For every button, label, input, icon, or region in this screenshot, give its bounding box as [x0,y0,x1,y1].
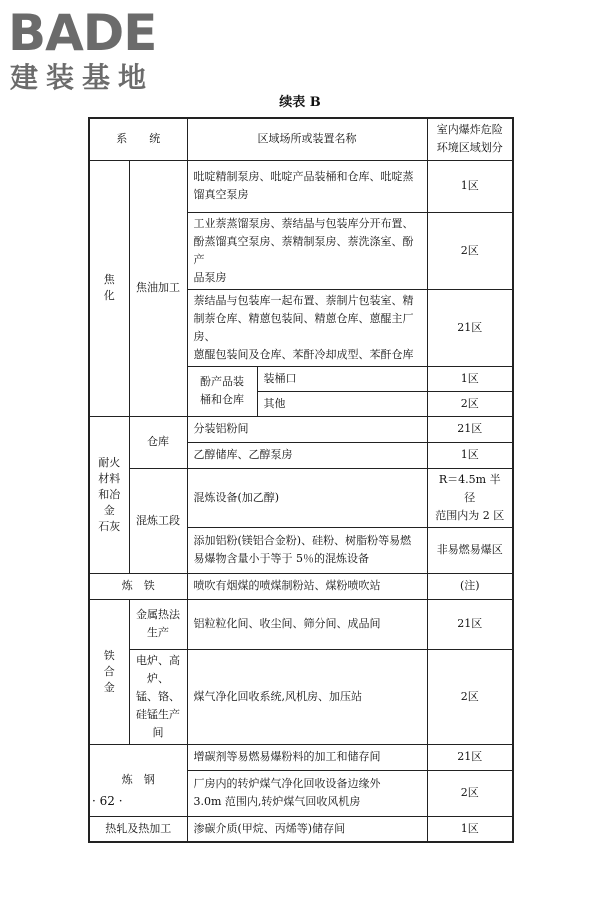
zone-cell: 21区 [427,599,513,649]
zone-cell: 21区 [427,744,513,770]
area-name-cell: 其他 [257,391,427,416]
zone-cell: 2区 [427,770,513,816]
area-name-cell: 吡啶精制泵房、吡啶产品装桶和仓库、吡啶蒸 馏真空泵房 [187,160,427,212]
zone-cell: 1区 [427,442,513,468]
table-row [89,816,513,842]
header-row [89,118,513,160]
table-row [89,160,513,212]
zone-cell: 21区 [427,289,513,366]
header-area-name: 区域场所或装置名称 [187,118,427,160]
area-name-cell: 厂房内的转炉煤气净化回收设备边缘外 3.0m 范围内,转炉煤气回收风机房 [187,770,427,816]
phenol-product-group: 酚产品装 桶和仓库 [187,366,257,416]
area-name-cell: 渗碳介质(甲烷、丙烯等)储存间 [187,816,427,842]
area-name-cell: 喷吹有烟煤的喷煤制粉站、煤粉喷吹站 [187,573,427,599]
subcategory-tar-processing: 焦油加工 [129,160,187,416]
subcategory-warehouse: 仓库 [129,416,187,468]
area-name-cell: 装桶口 [257,366,427,391]
table-row [89,649,513,744]
category-ferroalloy: 铁 合 金 [89,599,129,744]
zone-cell: 1区 [427,160,513,212]
category-refractory: 耐火 材料 和冶金 石灰 [89,416,129,573]
logo-subtitle: 建装基地 [10,61,155,94]
logo-brand: BADE [8,4,157,62]
header-system: 系 统 [89,118,187,160]
subcategory-mixing-section: 混炼工段 [129,468,187,573]
table-title: 续表 B [279,95,321,110]
bade-logo [8,6,183,98]
table-row [89,416,513,442]
table-row [89,599,513,649]
area-name-cell: 铝粒粒化间、收尘间、筛分间、成品间 [187,599,427,649]
zone-cell: 非易燃易爆区 [427,527,513,573]
header-zone: 室内爆炸危险 环境区域划分 [427,118,513,160]
category-hot-rolling: 热轧及热加工 [89,816,187,842]
zone-cell: 2区 [427,649,513,744]
zone-cell: R＝4.5m 半径 范围内为 2 区 [427,468,513,527]
page-number: · 62 · [92,794,123,808]
area-name-cell: 萘结晶与包装库一起布置、萘制片包装室、精 制萘仓库、精蒽包装间、精蒽仓库、蒽醌主厂房、 蒽醌包装间及仓库、苯酐冷却成型、苯酐仓库 [187,289,427,366]
zone-cell: (注) [427,573,513,599]
table-row [89,744,513,770]
hazard-zone-table [88,117,514,843]
area-name-cell: 增碳剂等易燃易爆粉料的加工和储存间 [187,744,427,770]
zone-cell: 2区 [427,212,513,289]
table-row [89,468,513,527]
area-name-cell: 分装铝粉间 [187,416,427,442]
area-name-cell: 工业萘蒸馏泵房、萘结晶与包装库分开布置、 酚蒸馏真空泵房、萘精制泵房、萘洗涤室、酚产 品泵房 [187,212,427,289]
subcategory-metallothermic: 金属热法 生产 [129,599,187,649]
table-row [89,573,513,599]
category-coking: 焦 化 [89,160,129,416]
zone-cell: 1区 [427,366,513,391]
zone-cell: 1区 [427,816,513,842]
subcategory-furnace-production: 电炉、高炉、 锰、铬、 硅锰生产间 [129,649,187,744]
category-ironmaking: 炼 铁 [89,573,187,599]
area-name-cell: 煤气净化回收系统,风机房、加压站 [187,649,427,744]
zone-cell: 21区 [427,416,513,442]
area-name-cell: 添加铝粉(镁铝合金粉)、硅粉、树脂粉等易燃 易爆物含量小于等于 5％的混炼设备 [187,527,427,573]
area-name-cell: 乙醇储库、乙醇泵房 [187,442,427,468]
category-steelmaking: 炼 钢 [89,744,187,816]
zone-cell: 2区 [427,391,513,416]
area-name-cell: 混炼设备(加乙醇) [187,468,427,527]
